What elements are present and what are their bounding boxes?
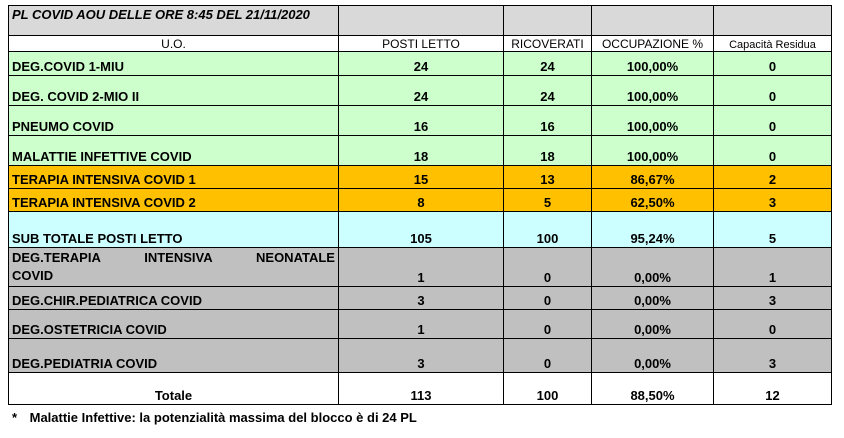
uo-name-word: NEONATALE: [256, 250, 335, 265]
capacita-value: 0: [714, 136, 832, 166]
uo-name-line1: [12, 249, 335, 267]
ricoverati-value: 0: [504, 310, 592, 339]
title-blank-cell: [714, 6, 832, 36]
title-blank-cell: [592, 6, 714, 36]
table-row: [9, 248, 832, 287]
posti-letto-value: 15: [339, 166, 504, 189]
ricoverati-value: 100: [504, 212, 592, 248]
capacita-value: 3: [714, 287, 832, 310]
uo-name-line2: COVID: [12, 268, 54, 283]
ricoverati-value: 24: [504, 52, 592, 76]
uo-name-word: DEG.TERAPIA: [12, 250, 101, 265]
uo-name: SUB TOTALE POSTI LETTO: [9, 212, 339, 248]
capacita-value: 3: [714, 189, 832, 212]
posti-letto-value: 105: [339, 212, 504, 248]
uo-name: PNEUMO COVID: [9, 106, 339, 136]
ricoverati-value: 0: [504, 248, 592, 287]
total-ricoverati: 100: [504, 373, 592, 405]
ricoverati-value: 0: [504, 287, 592, 310]
uo-name-word: INTENSIVA: [144, 250, 213, 265]
capacita-value: 5: [714, 212, 832, 248]
occupazione-value: 86,67%: [592, 166, 714, 189]
subtotal-row: [9, 212, 832, 248]
footnote-text: Malattie Infettive: la potenzialità massima del blocco è di 24 PL: [29, 410, 417, 425]
uo-name: [9, 248, 339, 287]
col-header-ricoverati: RICOVERATI: [504, 36, 592, 52]
occupazione-value: 100,00%: [592, 76, 714, 106]
table-row: [9, 310, 832, 339]
occupazione-value: 0,00%: [592, 287, 714, 310]
posti-letto-value: 16: [339, 106, 504, 136]
ricoverati-value: 24: [504, 76, 592, 106]
uo-name: MALATTIE INFETTIVE COVID: [9, 136, 339, 166]
ricoverati-value: 0: [504, 339, 592, 373]
col-header-uo: U.O.: [9, 36, 339, 52]
title-blank-cell: [504, 6, 592, 36]
total-capacita: 12: [714, 373, 832, 405]
table-row: [9, 166, 832, 189]
posti-letto-value: 24: [339, 52, 504, 76]
table-row: [9, 106, 832, 136]
capacita-value: 0: [714, 76, 832, 106]
footnote-marker: *: [12, 410, 18, 425]
col-header-occupazione: OCCUPAZIONE %: [592, 36, 714, 52]
uo-name: TERAPIA INTENSIVA COVID 1: [9, 166, 339, 189]
total-occupazione: 88,50%: [592, 373, 714, 405]
posti-letto-value: 18: [339, 136, 504, 166]
capacita-value: 0: [714, 52, 832, 76]
occupazione-value: 0,00%: [592, 248, 714, 287]
capacita-value: 0: [714, 310, 832, 339]
posti-letto-value: 3: [339, 339, 504, 373]
posti-letto-value: 8: [339, 189, 504, 212]
occupazione-value: 0,00%: [592, 339, 714, 373]
capacita-value: 1: [714, 248, 832, 287]
ricoverati-value: 16: [504, 106, 592, 136]
table-row: [9, 76, 832, 106]
ricoverati-value: 13: [504, 166, 592, 189]
footnote: [12, 410, 417, 425]
title-row: [9, 6, 832, 36]
table-row: [9, 189, 832, 212]
ricoverati-value: 18: [504, 136, 592, 166]
uo-name: DEG.COVID 1-MIU: [9, 52, 339, 76]
capacita-value: 0: [714, 106, 832, 136]
title-blank-cell: [339, 6, 504, 36]
uo-name: DEG. COVID 2-MIO II: [9, 76, 339, 106]
posti-letto-value: 1: [339, 310, 504, 339]
total-label: Totale: [9, 373, 339, 405]
occupazione-value: 62,50%: [592, 189, 714, 212]
col-header-capacita-residua: Capacità Residua: [714, 36, 832, 52]
occupazione-value: 0,00%: [592, 310, 714, 339]
table-row: [9, 136, 832, 166]
uo-name: DEG.CHIR.PEDIATRICA COVID: [9, 287, 339, 310]
total-row: [9, 373, 832, 405]
occupazione-value: 100,00%: [592, 136, 714, 166]
col-header-posti-letto: POSTI LETTO: [339, 36, 504, 52]
ricoverati-value: 5: [504, 189, 592, 212]
table-row: [9, 287, 832, 310]
occupazione-value: 100,00%: [592, 106, 714, 136]
covid-beds-table: [8, 5, 832, 405]
posti-letto-value: 24: [339, 76, 504, 106]
capacita-value: 3: [714, 339, 832, 373]
column-header-row: [9, 36, 832, 52]
occupazione-value: 100,00%: [592, 52, 714, 76]
total-posti-letto: 113: [339, 373, 504, 405]
report-title: PL COVID AOU DELLE ORE 8:45 DEL 21/11/2020: [9, 6, 339, 36]
uo-name: TERAPIA INTENSIVA COVID 2: [9, 189, 339, 212]
posti-letto-value: 1: [339, 248, 504, 287]
uo-name: DEG.OSTETRICIA COVID: [9, 310, 339, 339]
uo-name: DEG.PEDIATRIA COVID: [9, 339, 339, 373]
table-row: [9, 339, 832, 373]
posti-letto-value: 3: [339, 287, 504, 310]
occupazione-value: 95,24%: [592, 212, 714, 248]
capacita-value: 2: [714, 166, 832, 189]
table-row: [9, 52, 832, 76]
